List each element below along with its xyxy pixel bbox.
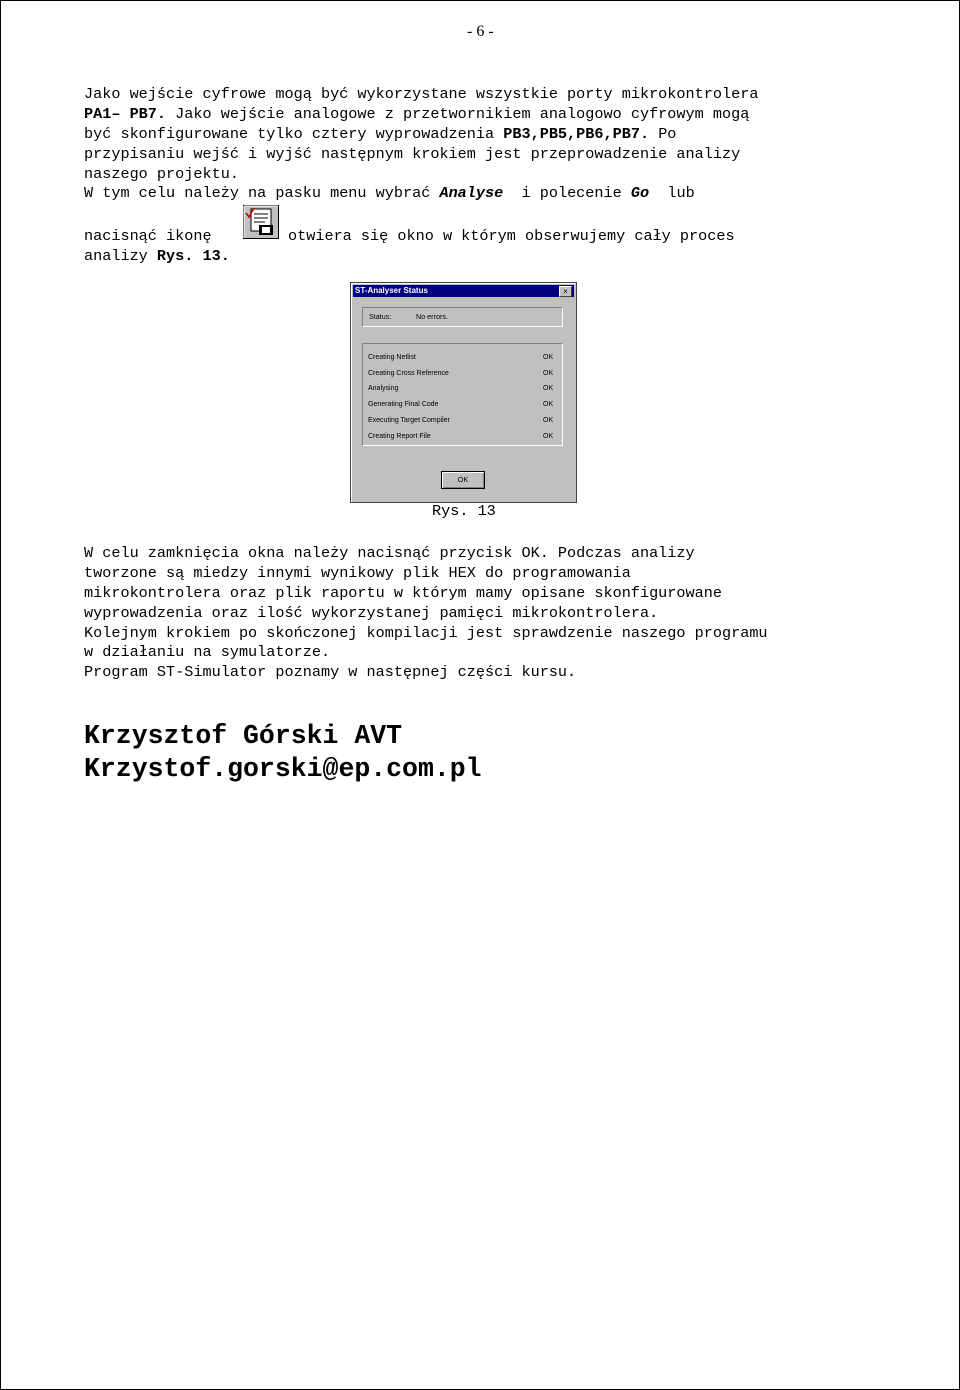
step-label: Creating Cross Reference xyxy=(368,370,449,377)
dialog-titlebar xyxy=(353,285,574,297)
paragraph-line: mikrokontrolera oraz plik raportu w którym mamy opisane skonfigurowane xyxy=(84,584,722,602)
step-label: Generating Final Code xyxy=(368,401,439,408)
paragraph-line: W celu zamknięcia okna należy nacisnąć przycisk OK. Podczas analizy xyxy=(84,544,695,562)
author-name: Krzysztof Górski AVT xyxy=(84,721,403,751)
step-label: Analysing xyxy=(368,385,399,392)
step-result: OK xyxy=(543,385,554,392)
command-name: Go xyxy=(630,184,650,202)
status-label: Status: xyxy=(369,312,392,321)
paragraph-line: PA1– PB7. Jako wejście analogowe z przetwornikiem analogowo cyfrowym mogą xyxy=(84,105,750,123)
step-result: OK xyxy=(543,433,554,440)
analyse-go-icon xyxy=(243,205,279,239)
status-value: No errors. xyxy=(416,312,448,321)
step-result: OK xyxy=(543,401,554,408)
figure-caption: Rys. 13 xyxy=(432,502,496,520)
dialog-title: ST-Analyser Status xyxy=(355,286,428,295)
menu-name: Analyse xyxy=(439,184,504,202)
paragraph-line: tworzone są miedzy innymi wynikowy plik HEX do programowania xyxy=(84,564,631,582)
author-email: Krzystof.gorski@ep.com.pl xyxy=(84,754,482,784)
step-result: OK xyxy=(543,417,554,424)
status-panel xyxy=(362,307,563,327)
step-label: Executing Target Compiler xyxy=(368,417,450,424)
close-icon[interactable]: × xyxy=(559,286,572,297)
port-range: PA1– PB7. xyxy=(84,105,167,123)
page-number: - 6 - xyxy=(467,23,494,40)
paragraph-line: otwiera się okno w którym obserwujemy cały proces xyxy=(288,227,735,245)
paragraph-line: Kolejnym krokiem po skończonej kompilacji jest sprawdzenie naszego programu xyxy=(84,624,768,642)
step-result: OK xyxy=(543,354,554,361)
analyser-status-dialog xyxy=(350,282,577,503)
analog-pins: PB3,PB5,PB6,PB7. xyxy=(503,125,650,143)
paragraph-line: analizy Rys. 13. xyxy=(84,247,230,265)
paragraph-line: nacisnąć ikonę xyxy=(84,227,212,245)
step-result: OK xyxy=(543,370,554,377)
step-label: Creating Netlist xyxy=(368,354,416,361)
paragraph-line: w działaniu na symulatorze. xyxy=(84,643,331,661)
paragraph-line: Program ST-Simulator poznamy w następnej części kursu. xyxy=(84,663,577,681)
steps-panel xyxy=(362,343,563,446)
paragraph-line: przypisaniu wejść i wyjść następnym krokiem jest przeprowadzenie analizy xyxy=(84,145,741,163)
paragraph-line: Jako wejście cyfrowe mogą być wykorzystane wszystkie porty mikrokontrolera xyxy=(84,85,759,103)
paragraph-line: naszego projektu. xyxy=(84,165,239,183)
paragraph-line: wyprowadzenia oraz ilość wykorzystanej pamięci mikrokontrolera. xyxy=(84,604,659,622)
ok-button[interactable]: OK xyxy=(441,471,485,489)
paragraph-line: być skonfigurowane tylko cztery wyprowadzenia PB3,PB5,PB6,PB7. Po xyxy=(84,125,677,143)
figure-ref: Rys. 13. xyxy=(156,247,230,265)
step-label: Creating Report File xyxy=(368,433,431,440)
paragraph-line: W tym celu należy na pasku menu wybrać Analyse i polecenie Go lub xyxy=(84,184,695,202)
